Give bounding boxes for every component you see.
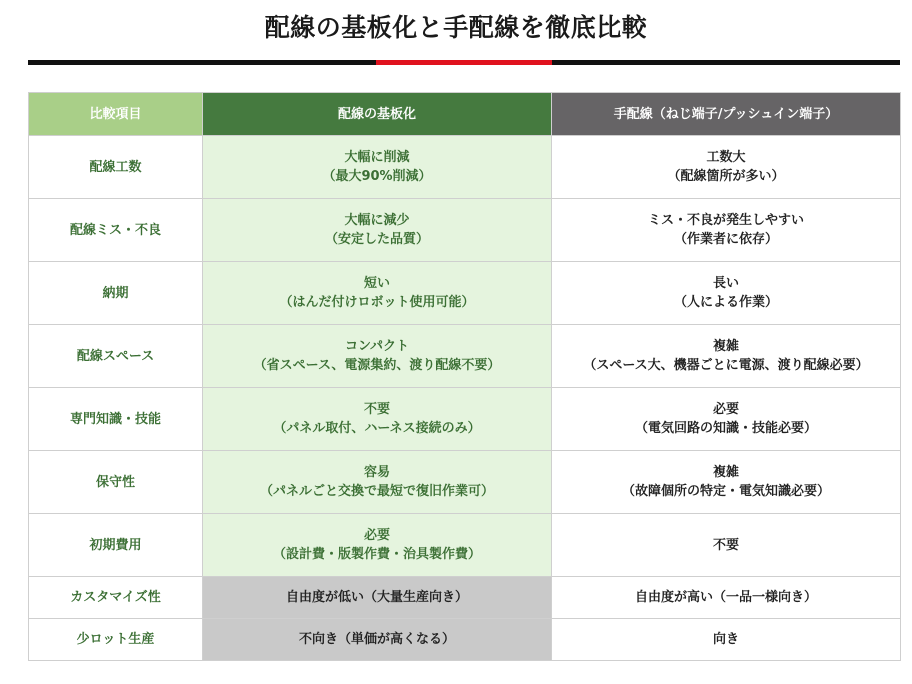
hand-main: 複雑	[712, 465, 739, 480]
board-main: 容易	[363, 465, 390, 480]
title-underline-accent	[376, 60, 552, 65]
hand-cell	[552, 514, 901, 577]
table-row	[29, 577, 901, 619]
board-main: 必要	[363, 528, 390, 543]
board-main: 大幅に削減	[344, 150, 410, 165]
table-row	[29, 619, 901, 661]
board-cell	[203, 325, 552, 388]
comparison-table	[28, 92, 901, 661]
board-cell	[203, 262, 552, 325]
board-main: 不向き（単価が高くなる）	[298, 632, 455, 647]
table-row	[29, 451, 901, 514]
row-item: 少ロット生産	[29, 619, 203, 661]
page-title: 配線の基板化と手配線を徹底比較	[264, 13, 648, 42]
board-detail: （設計費・版製作費・治具製作費）	[272, 547, 481, 562]
hand-detail: （人による作業）	[673, 295, 778, 310]
board-main: 不要	[363, 402, 390, 417]
hand-detail: （故障個所の特定・電気知識必要）	[621, 484, 830, 499]
row-item: 配線工数	[29, 136, 203, 199]
row-item: 初期費用	[29, 514, 203, 577]
row-item: 配線ミス・不良	[29, 199, 203, 262]
table-row	[29, 199, 901, 262]
hand-main: 工数大	[706, 150, 746, 165]
hand-detail: （作業者に依存）	[673, 232, 778, 247]
hand-main: 必要	[712, 402, 739, 417]
hand-cell	[552, 262, 901, 325]
hand-detail: （電気回路の知識・技能必要）	[634, 421, 817, 436]
board-cell	[203, 136, 552, 199]
hand-cell	[552, 136, 901, 199]
board-cell	[203, 451, 552, 514]
hand-cell	[552, 199, 901, 262]
board-cell	[203, 577, 552, 619]
header-board: 配線の基板化	[203, 93, 552, 136]
board-cell	[203, 388, 552, 451]
board-detail: （省スペース、電源集約、渡り配線不要）	[253, 358, 501, 373]
board-detail: （パネルごと交換で最短で復旧作業可）	[259, 484, 494, 499]
row-item: 配線スペース	[29, 325, 203, 388]
header-row	[29, 93, 901, 136]
board-cell	[203, 514, 552, 577]
hand-main: 自由度が高い（一品一様向き）	[634, 590, 817, 605]
hand-detail: （スペース大、機器ごとに電源、渡り配線必要）	[583, 358, 869, 373]
board-cell	[203, 199, 552, 262]
hand-main: 複雑	[712, 339, 739, 354]
header-item: 比較項目	[29, 93, 203, 136]
table-row	[29, 514, 901, 577]
header-hand: 手配線（ねじ端子/プッシュイン端子）	[552, 93, 901, 136]
board-cell	[203, 619, 552, 661]
row-item: 保守性	[29, 451, 203, 514]
row-item: カスタマイズ性	[29, 577, 203, 619]
row-item: 専門知識・技能	[29, 388, 203, 451]
hand-main: 不要	[712, 537, 739, 553]
hand-main: ミス・不良が発生しやすい	[647, 213, 804, 228]
hand-detail: （配線箇所が多い）	[667, 169, 785, 184]
hand-cell	[552, 451, 901, 514]
hand-cell	[552, 577, 901, 619]
hand-cell	[552, 619, 901, 661]
hand-cell	[552, 388, 901, 451]
board-main: 短い	[363, 276, 390, 291]
board-detail: （はんだ付けロボット使用可能）	[279, 295, 475, 310]
table-row	[29, 262, 901, 325]
table-row	[29, 325, 901, 388]
board-detail: （パネル取付、ハーネス接続のみ）	[273, 421, 481, 436]
table-row	[29, 136, 901, 199]
row-item: 納期	[29, 262, 203, 325]
board-detail: （安定した品質）	[324, 232, 429, 247]
hand-main: 向き	[712, 632, 739, 647]
hand-main: 長い	[712, 276, 739, 291]
table-row	[29, 388, 901, 451]
board-main: コンパクト	[344, 339, 410, 354]
board-detail: （最大90%削減）	[322, 169, 432, 184]
hand-cell	[552, 325, 901, 388]
board-main: 大幅に減少	[344, 213, 410, 228]
board-main: 自由度が低い（大量生産向き）	[285, 590, 468, 605]
